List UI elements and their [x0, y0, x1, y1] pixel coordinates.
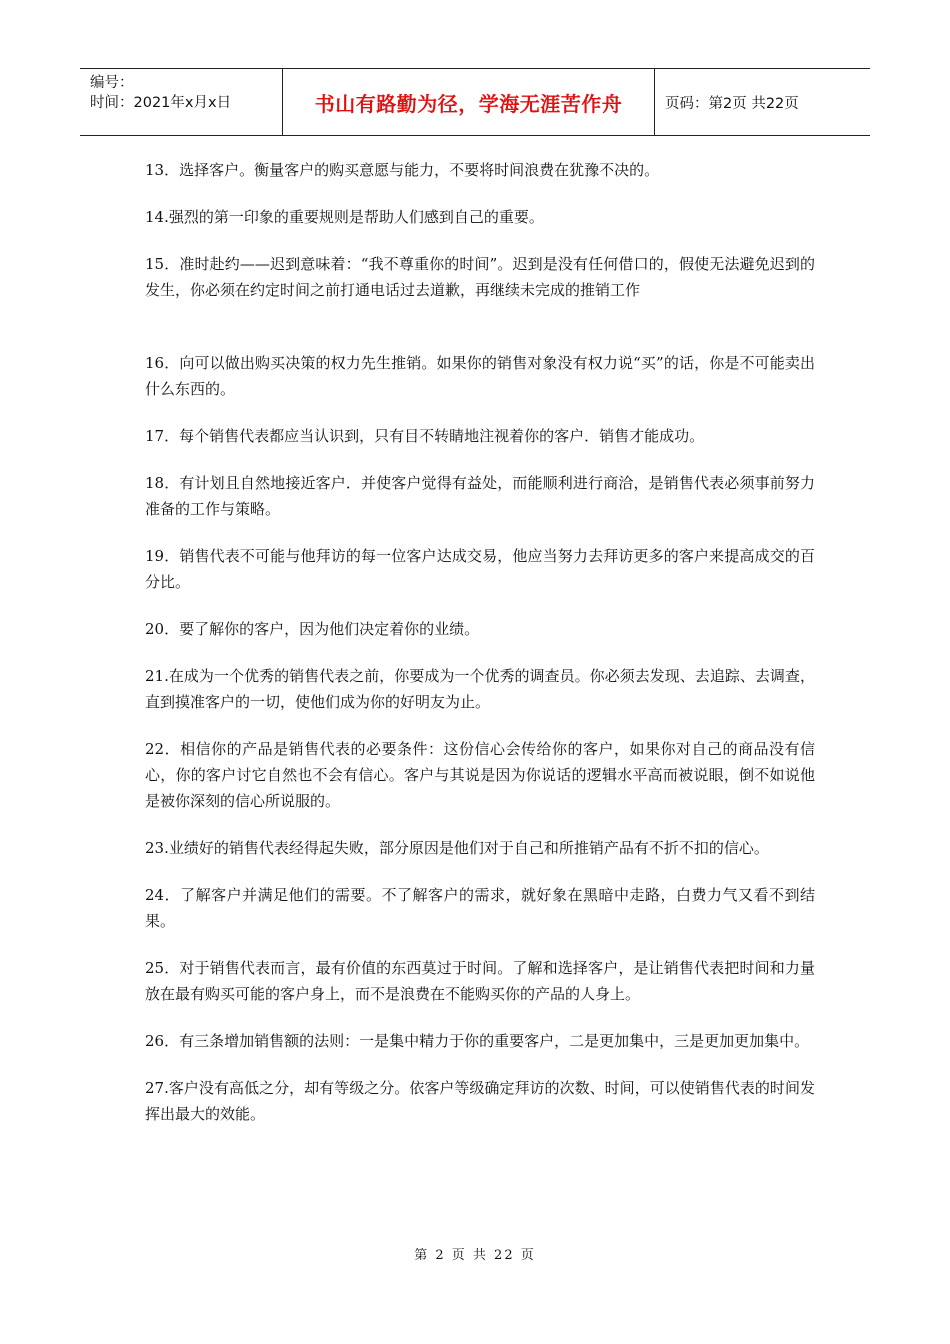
header-page-indicator: 页码：第2页 共22页 [665, 95, 799, 112]
paragraph-16: 16．向可以做出购买决策的权力先生推销。如果你的销售对象没有权力说“买”的话，你是不可能卖出什么东西的。 [145, 354, 815, 398]
paragraph-17: 17．每个销售代表都应当认识到，只有目不转睛地注视着你的客户．销售才能成功。 [145, 427, 705, 445]
document-header [80, 68, 870, 136]
paragraph-27: 27.客户没有高低之分，却有等级之分。依客户等级确定拜访的次数、时间，可以使销售代表的时间发挥出最大的效能。 [145, 1079, 815, 1123]
paragraph-18: 18．有计划且自然地接近客户．并使客户觉得有益处，而能顺利进行商洽，是销售代表必须事前努力准备的工作与策略。 [145, 474, 815, 518]
paragraph-26: 26．有三条增加销售额的法则：一是集中精力于你的重要客户，二是更加集中，三是更加更加集中。 [145, 1032, 810, 1050]
paragraph-20: 20．要了解你的客户，因为他们决定着你的业绩。 [145, 620, 480, 638]
header-meta-cell [80, 69, 283, 135]
paragraph-19: 19．销售代表不可能与他拜访的每一位客户达成交易，他应当努力去拜访更多的客户来提高成交的百分比。 [145, 547, 815, 591]
paragraph-24: 24．了解客户并满足他们的需要。不了解客户的需求，就好象在黑暗中走路，白费力气又看不到结果。 [145, 886, 815, 930]
document-date-label: 时间：2021年x月x日 [90, 95, 232, 111]
paragraph-14: 14.强烈的第一印象的重要规则是帮助人们感到自己的重要。 [145, 208, 544, 226]
page-footer: 第 2 页 共 22 页 [414, 1248, 536, 1263]
paragraph-25: 25．对于销售代表而言，最有价值的东西莫过于时间。了解和选择客户，是让销售代表把时间和力量放在最有购买可能的客户身上，而不是浪费在不能购买你的产品的人身上。 [145, 959, 815, 1003]
document-number-label: 编号： [90, 75, 134, 91]
paragraph-13: 13．选择客户。衡量客户的购买意愿与能力，不要将时间浪费在犹豫不决的。 [145, 161, 660, 179]
document-body [145, 157, 815, 1148]
header-motto: 书山有路勤为径，学海无涯苦作舟 [283, 69, 655, 135]
paragraph-23: 23.业绩好的销售代表经得起失败，部分原因是他们对于自己和所推销产品有不折不扣的信心。 [145, 839, 769, 857]
paragraph-22: 22．相信你的产品是销售代表的必要条件：这份信心会传给你的客户，如果你对自己的商品没有信心，你的客户讨它自然也不会有信心。客户与其说是因为你说话的逻辑水平高而被说眼，倒不如说他是被你深刻的信心所说服的。 [145, 740, 815, 810]
paragraph-21: 21.在成为一个优秀的销售代表之前，你要成为一个优秀的调查员。你必须去发现、去追踪、去调查，直到摸准客户的一切，使他们成为你的好明友为止。 [145, 667, 815, 711]
paragraph-15: 15．准时赴约——迟到意味着：“我不尊重你的时间”。迟到是没有任何借口的，假使无法避免迟到的发生，你必须在约定时间之前打通电话过去道歉，再继续未完成的推销工作 [145, 255, 815, 299]
